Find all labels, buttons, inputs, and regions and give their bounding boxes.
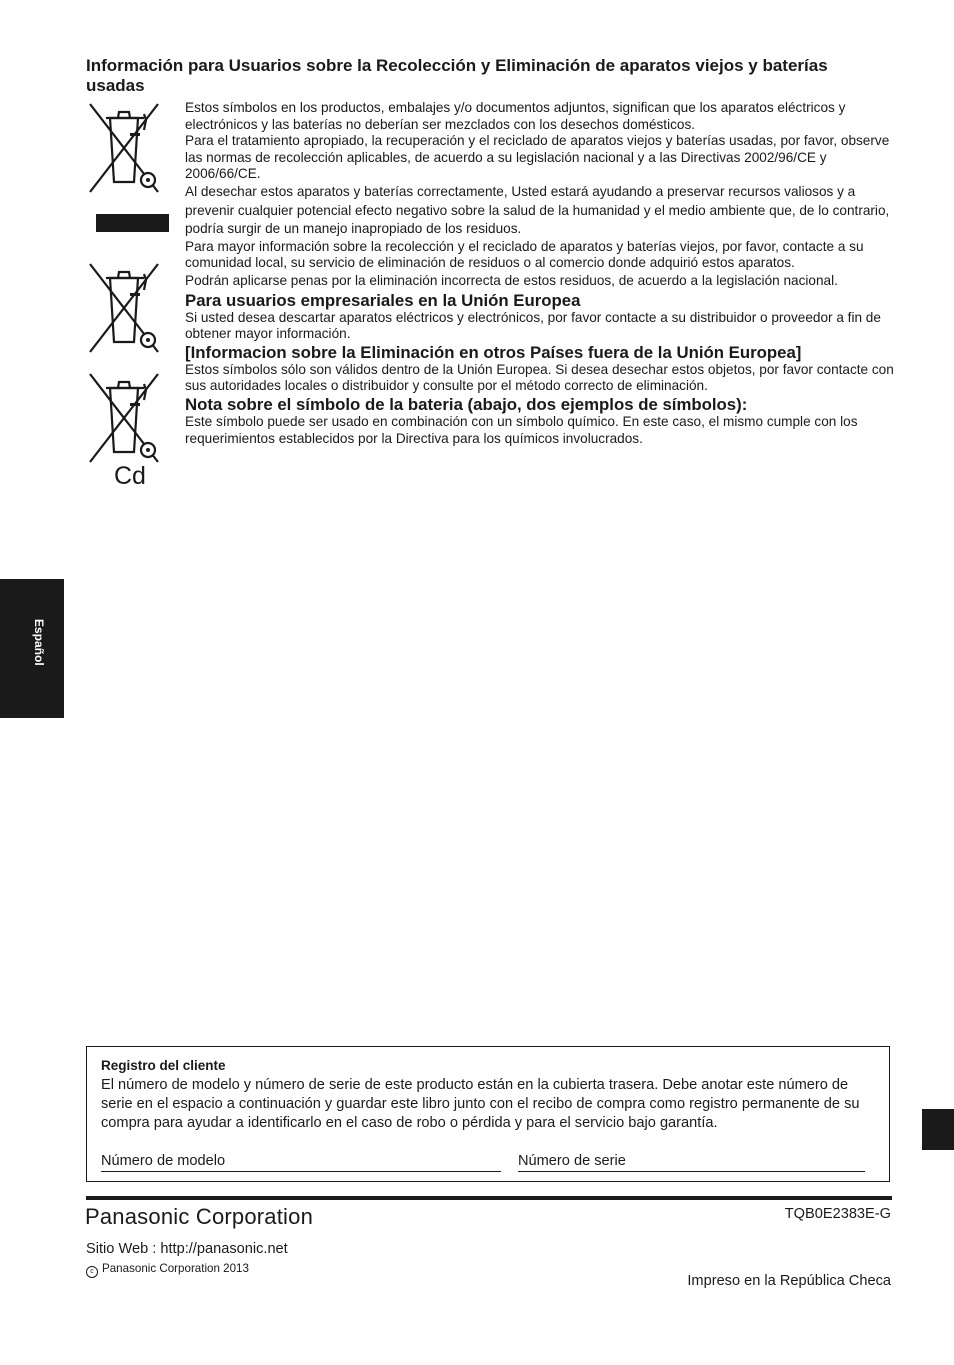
paragraph: Para mayor información sobre la recolección y el reciclado de aparatos y baterías viejos, por favor, contacte a su comunidad local, su servicio de eliminación de residuos o al comercio donde adquirió estos aparatos.	[185, 238, 864, 271]
chemical-symbol-label: Cd	[114, 462, 146, 490]
registration-text: El número de modelo y número de serie de este producto están en la cubierta trasera. Debe anotar este número de serie en el espacio a continuación y guardar este libro junto con el recibo de compra como registro permanente de su compra para ayudar a identificarlo en el caso de robo o pérdida y para el servicio bajo garantía.	[101, 1077, 860, 1132]
serial-number-label: Número de serie	[518, 1153, 626, 1169]
crossed-out-bin-icon	[86, 370, 162, 466]
copyright-text: Panasonic Corporation 2013	[102, 1262, 249, 1275]
footer-rule	[86, 1196, 892, 1200]
paragraph: Estos símbolos en los productos, embalajes y/o documentos adjuntos, significan que los aparatos eléctricos y electrónicos y las baterías no deberían ser mezclados con los desechos domésticos.	[185, 100, 846, 132]
crossed-out-bin-icon	[86, 100, 162, 196]
document-code: TQB0E2383E-G	[784, 1206, 891, 1222]
disposal-text	[185, 100, 897, 447]
battery-note-text: Este símbolo puede ser usado en combinación con un símbolo químico. En este caso, el mismo cumple con los requerimientos establecidos por la Directiva para los químicos involucrados.	[185, 413, 858, 446]
copyright-icon: c	[86, 1266, 98, 1278]
paragraph: Para el tratamiento apropiado, la recuperación y el reciclado de aparatos viejos y baterías usadas, por favor, observe las normas de recolección aplicables, de acuerdo a su legislación nacional y a las Directivas 2002/96/CE y 2006/66/CE.	[185, 133, 890, 182]
customer-registration-box	[86, 1046, 890, 1182]
website-text: Sitio Web : http://panasonic.net	[86, 1241, 288, 1257]
section-title: Información para Usuarios sobre la Recolección y Eliminación de aparatos viejos y baterías usadas	[86, 56, 828, 95]
page-edge-tab	[922, 1109, 954, 1150]
outside-eu-heading: [Informacion sobre la Eliminación en otros Países fuera de la Unión Europea]	[185, 342, 802, 362]
copyright-line	[86, 1262, 249, 1278]
crossed-out-bin-icon	[86, 260, 162, 356]
paragraph: Podrán aplicarse penas por la eliminación incorrecta de estos residuos, de acuerdo a la legislación nacional.	[185, 272, 838, 288]
printed-in: Impreso en la República Checa	[687, 1273, 891, 1289]
battery-note-heading: Nota sobre el símbolo de la bateria (abajo, dos ejemplos de símbolos):	[185, 394, 748, 414]
brand-logo: Panasonic Corporation	[85, 1204, 314, 1229]
language-tab	[0, 579, 64, 718]
serial-number-field[interactable]	[518, 1153, 865, 1172]
separator-bar	[96, 214, 169, 232]
business-text: Si usted desea descartar aparatos eléctricos y electrónicos, por favor contacte a su distribuidor o proveedor a fin de obtener mayor información.	[185, 309, 881, 342]
paragraph: Al desechar estos aparatos y baterías correctamente, Usted estará ayudando a preservar recursos valiosos y a prevenir cualquier potencial efecto negativo sobre la salud de la humanidad y el medio ambiente que, de lo contrario, podría surgir de un manejo inapropiado de los residuos.	[185, 183, 890, 237]
model-number-label: Número de modelo	[101, 1153, 226, 1169]
language-tab-label: Español	[32, 619, 46, 666]
registration-title: Registro del cliente	[101, 1058, 226, 1073]
model-number-field[interactable]	[101, 1153, 501, 1172]
business-heading: Para usuarios empresariales en la Unión Europea	[185, 290, 581, 310]
outside-eu-text: Estos símbolos sólo son válidos dentro de la Unión Europea. Si desea desechar estos objetos, por favor contacte con sus autoridades locales o distribuidor y consulte por el método correcto de eliminación.	[185, 361, 894, 394]
